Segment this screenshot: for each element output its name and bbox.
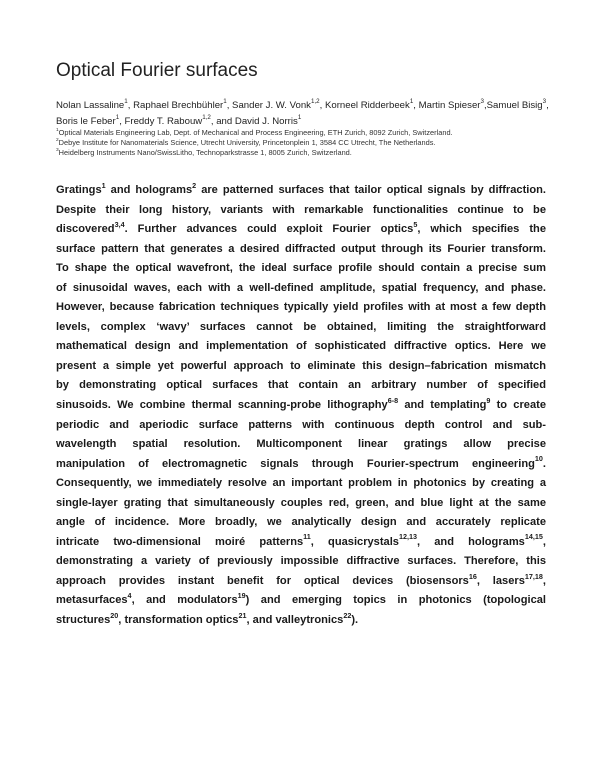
author-affiliation-mark: 3: [480, 98, 484, 106]
abstract-text: levels, complex ‘wavy’ surfaces cannot be obtained, limiting the straightforward: [56, 320, 546, 333]
abstract-line: [56, 513, 546, 533]
affiliation-number: 1: [56, 128, 59, 134]
abstract-text: To shape the optical wavefront, the ideal surface profile should contain a precise sum: [56, 262, 546, 275]
abstract-line: [56, 533, 546, 553]
abstract-line: [56, 357, 546, 377]
reference-citation: 21: [238, 610, 247, 620]
abstract-text: Consequently, we immediately resolve an important problem in photonics by creating a: [56, 477, 546, 490]
abstract-text: Despite their long history, variants with remarkable functionalities continue to be: [56, 203, 546, 216]
abstract-text: sinusoids. We combine thermal scanning-probe lithography: [56, 399, 388, 412]
author-separator: ,: [483, 100, 487, 111]
abstract-line: [56, 591, 546, 611]
abstract-line: [56, 337, 546, 357]
abstract-text: , lasers: [476, 574, 525, 587]
abstract-text: , transformation optics: [118, 614, 239, 627]
abstract-text: and templating: [398, 399, 487, 412]
abstract-line: [56, 181, 546, 201]
abstract-line: [56, 220, 546, 240]
abstract-text: ,: [542, 535, 546, 548]
abstract-text: periodic and aperiodic surface patterns with continuous depth control and sub-: [56, 418, 546, 431]
reference-citation: 16: [468, 571, 477, 581]
author-name: Freddy T. Rabouw: [124, 116, 203, 127]
author-affiliation-mark: 1: [297, 114, 302, 122]
abstract-line: [56, 396, 546, 416]
author-name: Korneel Ridderbeek: [325, 100, 410, 111]
affiliation: [56, 148, 556, 158]
abstract-text: structures: [56, 614, 111, 627]
abstract-line: [56, 552, 546, 572]
reference-citation: 1: [101, 180, 106, 190]
author-affiliation-mark: 1,2: [202, 114, 211, 122]
affiliation-number: 3: [56, 148, 59, 154]
abstract-text: single-layer grating that simultaneously couples red, green, and blue light at the same: [56, 496, 546, 509]
author-list: [56, 98, 556, 130]
author-name: Raphael Brechbühler: [133, 100, 224, 111]
abstract-text: manipulation of electromagnetic signals through Fourier-spectrum engineering: [56, 457, 535, 470]
abstract-text: of sinusoidal waves, each with a well-defined amplitude, spatial frequency, and phase.: [56, 281, 546, 294]
abstract-text: ,: [542, 574, 546, 587]
abstract-text: and holograms: [105, 184, 193, 196]
abstract-text: Gratings: [56, 184, 102, 196]
author-affiliation-mark: 3: [542, 98, 547, 106]
author: [232, 100, 325, 111]
abstract-line: [56, 435, 546, 455]
abstract-line: [56, 455, 546, 475]
abstract-text: surface pattern that generates a desired diffracted output through its Fourier transform.: [56, 242, 546, 255]
author-name: Sander J. W. Vonk: [232, 100, 311, 111]
reference-citation: 20: [110, 610, 119, 620]
abstract-text: discovered: [56, 223, 115, 236]
author-name: Boris le Feber: [56, 116, 116, 127]
abstract-text: intricate two-dimensional moiré patterns: [56, 535, 304, 548]
author-affiliation-mark: 1: [409, 98, 414, 106]
author-name: Nolan Lassaline: [56, 100, 125, 111]
author-separator: ,: [413, 100, 419, 111]
author: [325, 100, 419, 111]
affiliation: [56, 128, 556, 138]
reference-citation: 10: [534, 454, 543, 464]
affiliation-list: [56, 128, 556, 159]
abstract-text: present a simple yet powerful approach to eliminate this design–fabrication mismatch: [56, 359, 546, 372]
author-name: Martin Spieser: [418, 100, 481, 111]
author-separator: ,: [127, 100, 134, 111]
reference-citation: 22: [343, 610, 352, 620]
abstract-text: wavelength spatial resolution. Multicomponent linear gratings allow precise: [56, 438, 546, 451]
abstract-text: . Further advances could exploit Fourier optics: [124, 223, 414, 236]
reference-citation: 17,18: [524, 571, 543, 581]
abstract-line: [56, 611, 546, 631]
abstract-line: [56, 279, 546, 299]
author: [56, 100, 133, 111]
author: [487, 100, 549, 111]
abstract-text: .: [542, 457, 546, 470]
author: [56, 116, 125, 127]
abstract-text: , quasicrystals: [310, 535, 399, 548]
abstract-line: [56, 318, 546, 338]
abstract-line: [56, 298, 546, 318]
reference-citation: 5: [413, 219, 418, 229]
reference-citation: 14,15: [524, 532, 543, 542]
affiliation-text: Optical Materials Engineering Lab, Dept. of Mechanical and Process Engineering, ETH Zurich, 8092 Zurich, Switzerland.: [58, 128, 453, 137]
reference-citation: 2: [192, 180, 197, 190]
affiliation: [56, 138, 556, 148]
author: [419, 100, 487, 111]
abstract-text: , and modulators: [131, 594, 238, 607]
abstract-text: , and holograms: [417, 535, 525, 548]
reference-citation: 6-8: [387, 395, 399, 405]
abstract-text: , which specifies the: [417, 223, 546, 236]
reference-citation: 12,13: [398, 532, 417, 542]
author: [235, 116, 301, 127]
author: [133, 100, 232, 111]
affiliation-number: 2: [56, 138, 59, 144]
abstract-text: angle of incidence. More broadly, we analytically design and accurately replicate: [56, 516, 546, 529]
abstract-text: metasurfaces: [56, 594, 128, 607]
abstract-text: mathematical design and implementation of sophisticated diffractive optics. Here we: [56, 340, 546, 353]
reference-citation: 4: [127, 591, 132, 601]
author-affiliation-mark: 1,2: [310, 98, 320, 106]
author-separator: ,: [319, 100, 325, 111]
abstract-text: are patterned surfaces that tailor optical signals by diffraction.: [196, 184, 546, 196]
abstract: [56, 181, 546, 631]
author-affiliation-mark: 1: [115, 114, 120, 122]
reference-citation: 11: [303, 532, 311, 542]
abstract-text: demonstrating a variety of previously impossible diffractive surfaces. Therefore, this: [56, 555, 546, 568]
abstract-text: ).: [351, 614, 359, 627]
abstract-text: However, because fabrication techniques typically yield profiles with at most a few depth: [56, 301, 546, 314]
abstract-line: [56, 494, 546, 514]
author-name: David J. Norris: [234, 116, 298, 127]
abstract-text: approach provides instant benefit for optical devices (biosensors: [56, 574, 469, 587]
author-affiliation-mark: 1: [124, 98, 128, 106]
author-name: Samuel Bisig: [486, 100, 543, 111]
abstract-text: ) and emerging topics in photonics (topological: [245, 594, 546, 607]
author: [125, 116, 235, 127]
abstract-line: [56, 259, 546, 279]
abstract-line: [56, 240, 546, 260]
author-separator: , and: [210, 116, 235, 127]
abstract-line: [56, 572, 546, 592]
abstract-line: [56, 416, 546, 436]
abstract-line: [56, 474, 546, 494]
abstract-line: [56, 201, 546, 221]
author-separator: ,: [546, 100, 549, 111]
author-affiliation-mark: 1: [223, 98, 227, 106]
reference-citation: 9: [486, 395, 491, 405]
paper-title: Optical Fourier surfaces: [56, 60, 258, 81]
abstract-text: to create: [490, 399, 546, 412]
affiliation-text: Debye Institute for Nanomaterials Science, Utrecht University, Princetonplein 1, 3584 CC Utrecht, The Netherlands.: [58, 138, 436, 148]
reference-citation: 19: [237, 591, 246, 601]
affiliation-text: Heidelberg Instruments Nano/SwissLitho, Technoparkstrasse 1, 8005 Zurich, Switzerland.: [58, 148, 352, 158]
author-separator: ,: [119, 116, 125, 127]
abstract-text: , and valleytronics: [246, 614, 344, 627]
reference-citation: 3,4: [114, 219, 125, 229]
author-separator: ,: [226, 100, 233, 111]
abstract-text: by demonstrating optical surfaces that contain an arbitrary number of specified: [56, 379, 546, 392]
abstract-line: [56, 376, 546, 396]
